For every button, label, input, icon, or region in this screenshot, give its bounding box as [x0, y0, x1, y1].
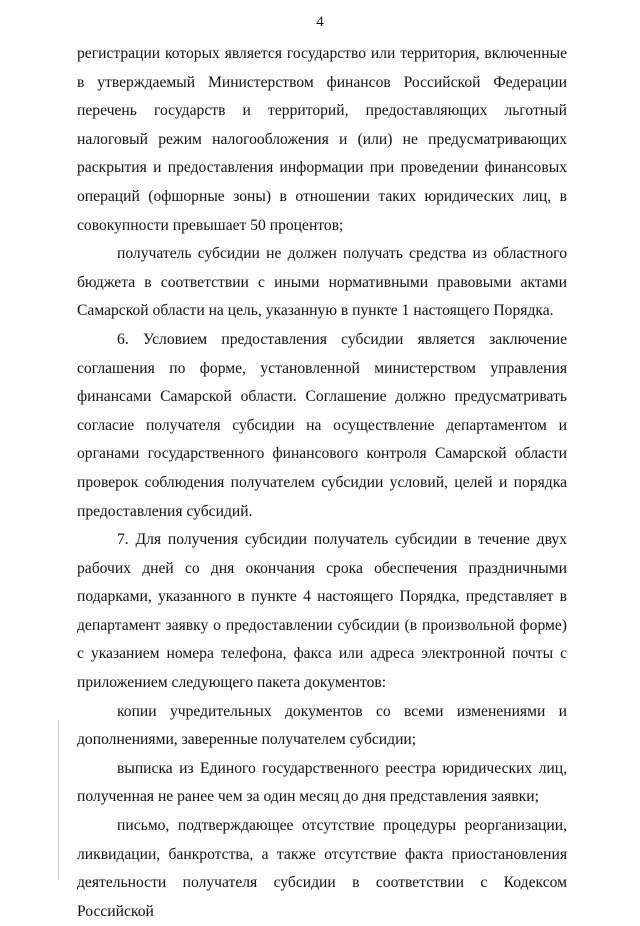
- paragraph-item-6: 6. Условием предоставления субсидии является заключение соглашения по форме, установленной министерством управления финансами Самарской области. Соглашение должно предусматривать согласие получателя субсидии на осуществление департаментом и органами государственного финансового контроля Самарской области проверок соблюдения получателем субсидии условий, целей и порядка предоставления субсидий.: [77, 330, 567, 520]
- scan-margin-line: [58, 720, 59, 880]
- paragraph-offshore-continuation: регистрации которых является государство или территория, включенные в утверждаемый Министерством финансов Российской Федерации перечень государств и территорий, предоставляющих льготный налоговый режим налогообложения и (или) не предусматривающих раскрытия и предоставления информации при проведении финансовых операций (офшорные зоны) в отношении таких юридических лиц, в совокупности превышает 50 процентов;: [77, 45, 567, 234]
- document-body: [77, 40, 567, 926]
- paragraph-founding-documents: копии учредительных документов со всеми изменениями и дополнениями, заверенные получателем субсидии;: [77, 702, 567, 749]
- paragraph-confirmation-letter: письмо, подтверждающее отсутствие процедуры реорганизации, ликвидации, банкротства, а также отсутствие факта приостановления деятельности получателя субсидии в соответствии с Кодексом Российской: [77, 817, 567, 920]
- page-number: 4: [316, 14, 324, 30]
- paragraph-item-7: 7. Для получения субсидии получатель субсидии в течение двух рабочих дней со дня окончания срока обеспечения праздничными подарками, указанного в пункте 4 настоящего Порядка, представляет в департамент заявку о предоставлении субсидии (в произвольной форме) с указанием номера телефона, факса или адреса электронной почты с приложением следующего пакета документов:: [77, 531, 567, 692]
- paragraph-regional-budget-condition: получатель субсидии не должен получать средства из областного бюджета в соответствии с иными нормативными правовыми актами Самарской области на цель, указанную в пункте 1 настоящего Порядка.: [77, 245, 567, 320]
- paragraph-registry-extract: выписка из Единого государственного реестра юридических лиц, полученная не ранее чем за один месяц до дня представления заявки;: [77, 759, 567, 806]
